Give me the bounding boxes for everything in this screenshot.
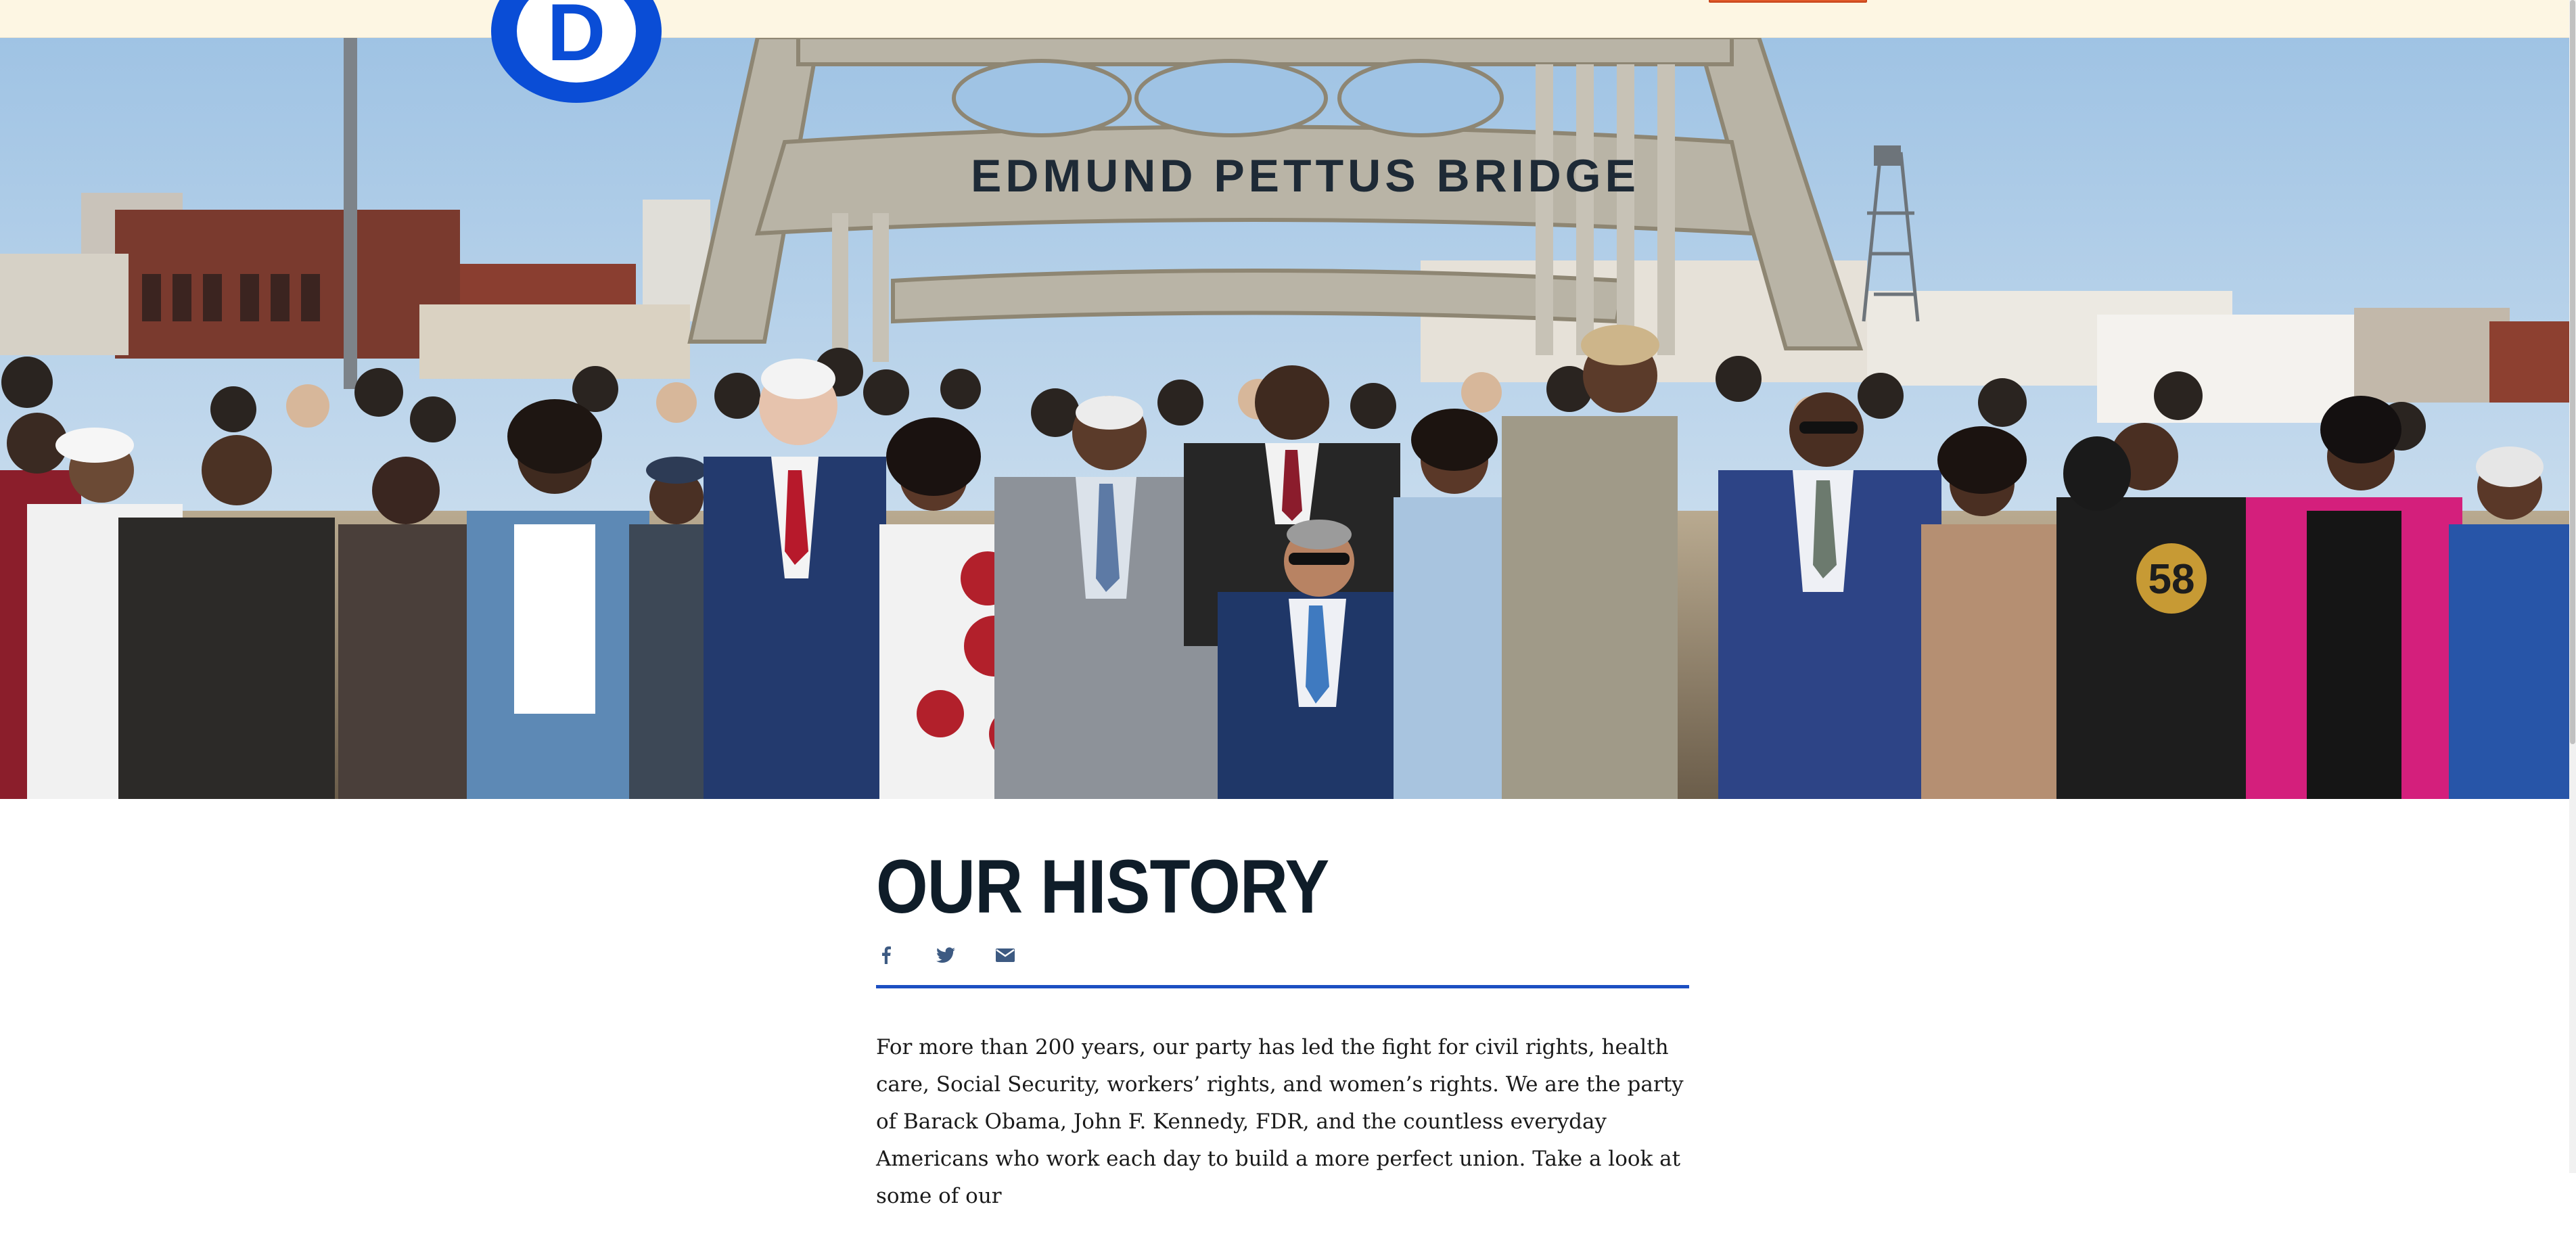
- shirt-number-text: 58: [2148, 556, 2195, 603]
- email-icon[interactable]: [995, 945, 1015, 965]
- logo-letter: D: [517, 0, 636, 83]
- bridge-sign-text: EDMUND PETTUS BRIDGE: [971, 150, 1640, 202]
- donate-button[interactable]: [1709, 0, 1867, 3]
- page-scrollbar[interactable]: [2569, 0, 2576, 1173]
- title-divider: [876, 985, 1689, 988]
- hero-image: [0, 37, 2576, 799]
- scrollbar-thumb[interactable]: [2570, 0, 2575, 744]
- facebook-icon[interactable]: [876, 945, 896, 965]
- intro-paragraph: For more than 200 years, our party has led the fight for civil rights, health care, Social Security, workers’ rights, and women’s rights. We are the party of Barack Obama, John F. Kennedy, FDR, and the countless everyday Americans who work each day to build a more perfect union. Take a look at some of our: [876, 1035, 1684, 1208]
- site-header: [0, 0, 2576, 38]
- twitter-icon[interactable]: [936, 945, 956, 965]
- page-title: OUR HISTORY: [876, 844, 1329, 929]
- share-links: [876, 942, 1689, 969]
- article: [876, 799, 1689, 1236]
